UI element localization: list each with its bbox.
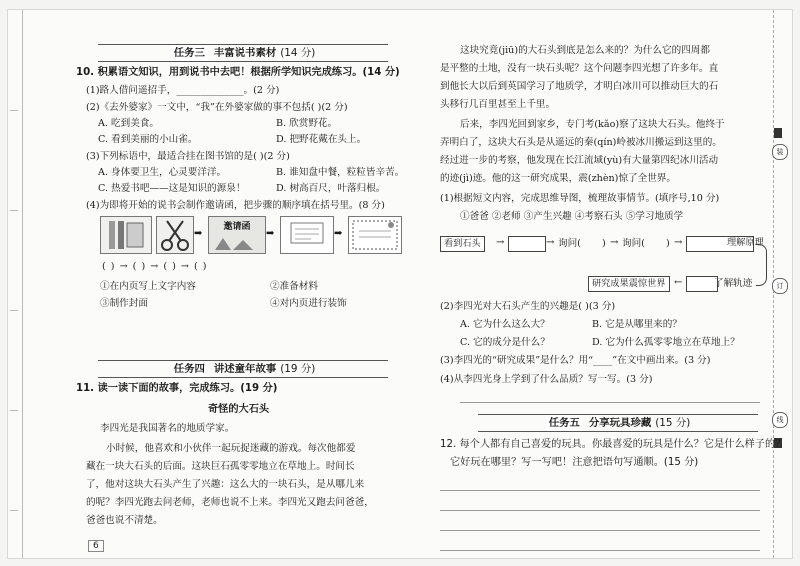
mindmap-ask-1: 询问( bbox=[558, 238, 581, 249]
section-header-4 bbox=[98, 360, 388, 378]
answer-line[interactable] bbox=[460, 402, 760, 403]
section-header-3 bbox=[98, 44, 388, 62]
invitation-card-picture bbox=[208, 216, 266, 254]
writing-line[interactable] bbox=[440, 510, 760, 511]
option-c: C. 看到美丽的小山雀。 bbox=[98, 134, 198, 145]
margin-mark bbox=[10, 110, 18, 111]
story-paragraph-1: 李四光是我国著名的地质学家。 bbox=[100, 423, 235, 434]
materials-picture bbox=[100, 216, 152, 254]
section-tag: 任务四 bbox=[171, 361, 208, 377]
question-10-4: (4)为即将开始的说书会制作邀请函，把步骤的顺序填在括号里。(8 分) bbox=[86, 200, 385, 211]
arrow-icon: → bbox=[610, 237, 619, 248]
option-a: A. 它为什么这么大？ bbox=[460, 319, 550, 330]
section-score: (14 分) bbox=[280, 47, 316, 59]
story-line: 爸爸也说不清楚。 bbox=[86, 515, 163, 526]
side-label: 线 bbox=[772, 412, 788, 428]
story-line: 经过进一步的考察，他发现在长江流域(yù)有大量第四纪冰川活动 bbox=[440, 155, 719, 166]
story-line: 弄明白了，这块大石头是从遥远的秦(qín)岭被冰川搬运到这里的。 bbox=[440, 137, 722, 148]
margin-mark bbox=[10, 410, 18, 411]
card-title: 邀请函 bbox=[223, 222, 251, 232]
story-line: 的迹(jì)迹。他的这一研究成果，震(zhèn)惊了全世界。 bbox=[440, 173, 676, 184]
arrow-icon: → bbox=[546, 237, 555, 248]
mindmap-paren: ) bbox=[666, 238, 670, 249]
section-tag: 任务五 bbox=[546, 415, 583, 431]
option-b: B. 它是从哪里来的？ bbox=[592, 319, 682, 330]
mindmap-node-result: 研究成果震惊世界 bbox=[588, 276, 670, 292]
option-d: D. 它为什么孤零零地立在草地上？ bbox=[592, 337, 740, 348]
section-tag: 任务三 bbox=[171, 45, 208, 61]
question-11-1: (1)根据短文内容，完成思维导图，梳理故事情节。(填序号,10 分) bbox=[440, 193, 720, 204]
option-b: B. 谁知盘中餐，粒粒皆辛苦。 bbox=[276, 167, 405, 178]
arrow-icon: → bbox=[674, 237, 683, 248]
margin-mark bbox=[10, 310, 18, 311]
section-title: 讲述童年故事 bbox=[213, 363, 277, 375]
side-label: 装 bbox=[772, 144, 788, 160]
writing-line[interactable] bbox=[440, 550, 760, 551]
step-option-2: ②准备材料 bbox=[270, 281, 318, 292]
order-blanks[interactable]: ( ) → ( ) → ( ) → ( ) bbox=[102, 261, 208, 272]
option-a: A. 吃到美食。 bbox=[98, 118, 159, 129]
margin-mark bbox=[10, 210, 18, 211]
writing-line[interactable] bbox=[440, 490, 760, 491]
story-line: 到他长大以后到英国学习了地质学，才明白冰川可以推动巨大的石 bbox=[440, 81, 719, 92]
arrow-icon: ➡ bbox=[334, 228, 343, 239]
margin-mark bbox=[10, 510, 18, 511]
question-12-line-1: 12. 每个人都有自己喜爱的玩具。你最喜爱的玩具是什么？它是什么样子的？ bbox=[440, 439, 786, 450]
option-c: C. 热爱书吧——这是知识的源泉！ bbox=[98, 183, 246, 194]
mindmap-paren: ) bbox=[602, 238, 606, 249]
mindmap-node: 理解原理 bbox=[727, 237, 764, 248]
question-10-2: (2)《去外婆家》一文中，“我”在外婆家做的事不包括( )(2 分) bbox=[86, 102, 348, 113]
option-d: D. 树高百尺，叶落归根。 bbox=[276, 183, 386, 194]
binding-marker bbox=[774, 128, 782, 138]
arrow-icon: ➡ bbox=[266, 228, 275, 239]
section-score: (19 分) bbox=[280, 363, 316, 375]
story-line: 后来，李四光回到家乡，专门考(kǎo)察了这块大石头。他终于 bbox=[460, 119, 725, 130]
question-11-3: (3)李四光的“研究成果”是什么？用“____”在文中画出来。(3 分) bbox=[440, 355, 711, 366]
question-10-1: (1)路人借问遥招手，______________。(2 分) bbox=[86, 85, 280, 96]
question-11-2: (2)李四光对大石头产生的兴趣是( )(3 分) bbox=[440, 301, 616, 312]
question-10-3: (3)下列标语中，最适合挂在图书馆的是( )(2 分) bbox=[86, 151, 290, 162]
story-title: 奇怪的大石头 bbox=[208, 403, 270, 415]
flow-connector bbox=[756, 244, 767, 286]
step-option-1: ①在内页写上文字内容 bbox=[100, 281, 196, 292]
arrow-icon: ← bbox=[674, 277, 683, 288]
story-line: 藏在一块大石头的后面。这块巨石孤零零地立在草地上。时间长 bbox=[86, 461, 355, 472]
binding-margin-line bbox=[22, 10, 23, 558]
option-b: B. 欣赏野花。 bbox=[276, 118, 338, 129]
story-line: 是平整的土地，没有一块石头呢？这个问题李四光想了许多年。直 bbox=[440, 63, 719, 74]
section-title: 分享玩具珍藏 bbox=[588, 417, 652, 429]
question-10-stem: 10. 积累语文知识，用到说书中去吧！根据所学知识完成练习。(14 分) bbox=[76, 67, 400, 78]
page-number: 6 bbox=[88, 540, 104, 552]
option-c: C. 它的成分是什么？ bbox=[460, 337, 550, 348]
option-d: D. 把野花戴在头上。 bbox=[276, 134, 367, 145]
mindmap-ask-2: 询问( bbox=[622, 238, 645, 249]
story-line: 头移行几百里甚至上千里。 bbox=[440, 99, 556, 110]
arrow-icon: ➡ bbox=[194, 228, 203, 239]
story-line: 小时候，他喜欢和小伙伴一起玩捉迷藏的游戏。每次他都爱 bbox=[106, 443, 356, 454]
step-option-4: ④对内页进行装饰 bbox=[270, 298, 347, 309]
question-12-line-2: 它好玩在哪里？写一写吧！注意把语句写通顺。(15 分) bbox=[450, 457, 699, 468]
story-line: 的呢？李四光跑去问老师，老师也说不上来。李四光又跑去问爸爸， bbox=[86, 497, 374, 508]
side-label: 订 bbox=[772, 278, 788, 294]
scissors-picture bbox=[156, 216, 194, 254]
section-header-5 bbox=[478, 414, 758, 432]
exam-page bbox=[8, 10, 792, 558]
mindmap-options: ①爸爸 ②老师 ③产生兴趣 ④考察石头 ⑤学习地质学 bbox=[460, 211, 684, 222]
writing-line[interactable] bbox=[440, 530, 760, 531]
question-11-stem: 11. 读一读下面的故事，完成练习。(19 分) bbox=[76, 383, 278, 394]
arrow-icon: → bbox=[496, 237, 505, 248]
story-line: 了，他对这块大石头产生了兴趣：这么大的一块石头，是从哪儿来 bbox=[86, 479, 365, 490]
mindmap-blank[interactable] bbox=[508, 236, 546, 252]
inner-page-picture bbox=[280, 216, 334, 254]
story-line: 这块究竟(jiū)的大石头到底是怎么来的？为什么它的四周都 bbox=[460, 45, 710, 56]
question-11-4: (4)从李四光身上学到了什么品质？写一写。(3 分) bbox=[440, 374, 653, 385]
option-a: A. 身体要卫生，心灵要洋洋。 bbox=[98, 167, 227, 178]
mindmap-node: 了解轨迹 bbox=[714, 278, 753, 289]
mindmap-node-start: 看到石头 bbox=[440, 236, 485, 252]
section-score: (15 分) bbox=[655, 417, 691, 429]
decorated-page-picture bbox=[348, 216, 402, 254]
step-option-3: ③制作封面 bbox=[100, 298, 148, 309]
section-title: 丰富说书素材 bbox=[213, 47, 277, 59]
